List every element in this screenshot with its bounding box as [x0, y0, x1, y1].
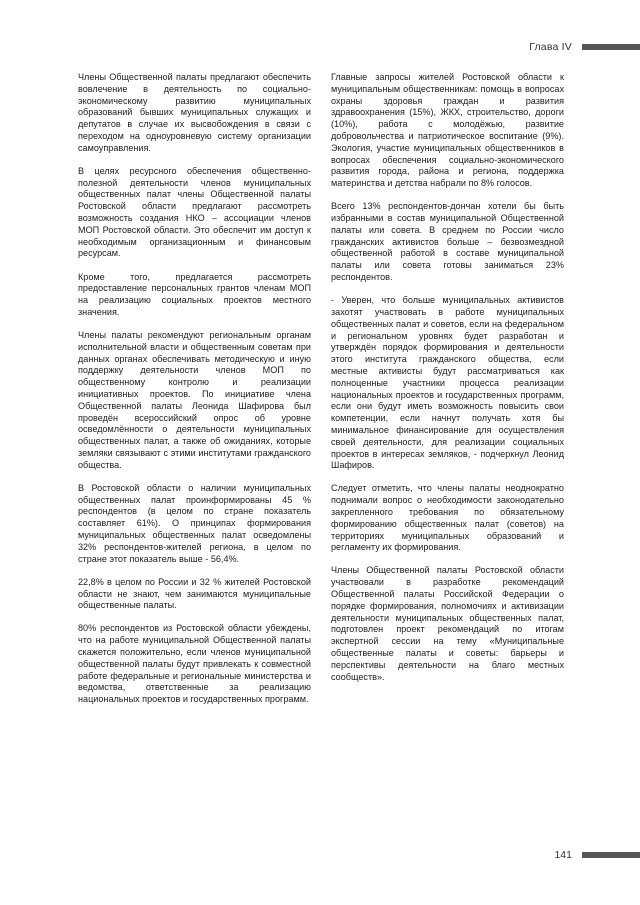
paragraph: Кроме того, предлагается рассмотреть предоставление персональных грантов членам МОП на реализацию социальных проектов местного значения.	[78, 271, 311, 317]
paragraph: 22,8% в целом по России и 32 % жителей Ростовской области не знают, чем занимаются муниципальные общественные палаты.	[78, 576, 311, 611]
page-footer	[554, 849, 640, 861]
paragraph: В Ростовской области о наличии муниципальных общественных палат проинформированы 45 % респондентов (в целом по стране показатель составляет 61%). О принципах формирования муниципальных общественных палат осведомлены 32% респондентов-жителей региона, в целом по стране этот показатель выше - 56,4%.	[78, 482, 311, 564]
page-header	[529, 40, 640, 54]
paragraph: Члены Общественной палаты предлагают обеспечить вовлечение в деятельность по социально-экономическому развитию муниципальных образований бывших муниципальных служащих и депутатов в случае их высвобождения в связи с переходом на одноуровневую систему организации самоуправления.	[78, 72, 311, 153]
paragraph: Члены Общественной палаты Ростовской области участвовали в разработке рекомендаций Общественной палаты Российской Федерации о порядке формирования, полномочиях и активизации деятельности муниципальных общественных палат, подготовлен проект рекомендаций по итогам экспертной сессии на тему «Муниципальные общественные палаты и советы: барьеры и перспективы деятельности на благо местных сообществ».	[331, 565, 564, 682]
paragraph: Следует отметить, что члены палаты неоднократно поднимали вопрос о необходимости законодательно закрепленного требования по обязательному формированию общественных палат (советов) на территориях муниципальных образований и регламенту их формирования.	[331, 483, 564, 553]
paragraph: Всего 13% респондентов-дончан хотели бы быть избранными в состав муниципальной Общественной палаты или совета. В среднем по России число гражданских активистов больше – безвозмездной общественной работой в составе муниципальной палаты или совета готовы заниматься 23% респондентов.	[331, 201, 564, 283]
page-number: 141	[554, 849, 572, 861]
paragraph: 80% респондентов из Ростовской области убеждены, что на работе муниципальной Общественной палаты скажется положительно, если членов муниципальной общественной палаты будут привлекать к совместной работе федеральные и региональные министерства и ведомства, ответственные за реализацию национальных проектов и государственных программ.	[78, 623, 311, 705]
chapter-title: Глава IV	[529, 41, 572, 53]
left-column	[78, 72, 311, 717]
paragraph: Члены палаты рекомендуют региональным органам исполнительной власти и общественным советам при данных органах обеспечивать методическую и иную поддержку деятельности членов МОП по общественному контролю и реализации инициативных проектов. По инициативе члена Общественной палаты Леонида Шафирова был проведён всероссийский опрос об уровне осведомлённости о деятельности муниципальных общественных палат, а также об ожиданиях, которые земляки связывают с этими институтами гражданского общества.	[78, 330, 311, 470]
text-columns	[78, 72, 564, 717]
header-bar	[582, 44, 640, 50]
paragraph: В целях ресурсного обеспечения общественно-полезной деятельности членов муниципальных общественных палат члены Общественной палаты Ростовской области предлагают рассмотреть возможность создания НКО – ассоциации членов МОП Ростовской области. Это обеспечит им доступ к необходимым организационным и финансовым ресурсам.	[78, 165, 311, 259]
right-column	[331, 72, 564, 717]
paragraph: Главные запросы жителей Ростовской области к муниципальным общественникам: помощь в вопросах охраны здоровья граждан и развития здравоохранения (15%), ЖКХ, строительство, дороги (10%), работа с молодёжью, развитие добровольчества и патриотическое воспитание (9%). Экология, участие муниципальных общественников в вопросах обеспечения социально-экономического развития города, района и региона, поддержка материнства и детства набрали по 8% голосов.	[331, 72, 564, 189]
footer-bar	[582, 852, 640, 858]
paragraph: - Уверен, что больше муниципальных активистов захотят участвовать в работе муниципальных общественных палат и советов, если на федеральном и региональном уровнях будет разработан и утверждён порядок формирования и деятельности этого института гражданского общества, если местные активисты будут рассматриваться как полноценные участники процесса реализации национальных проектов и государственных программ, если они будут иметь возможность повысить свои компетенции, если начнут получать хотя бы минимальное финансирование для осуществления своей деятельности, для реализации социальных проектов в интересах земляков, - подчеркнул Леонид Шафиров.	[331, 295, 564, 471]
